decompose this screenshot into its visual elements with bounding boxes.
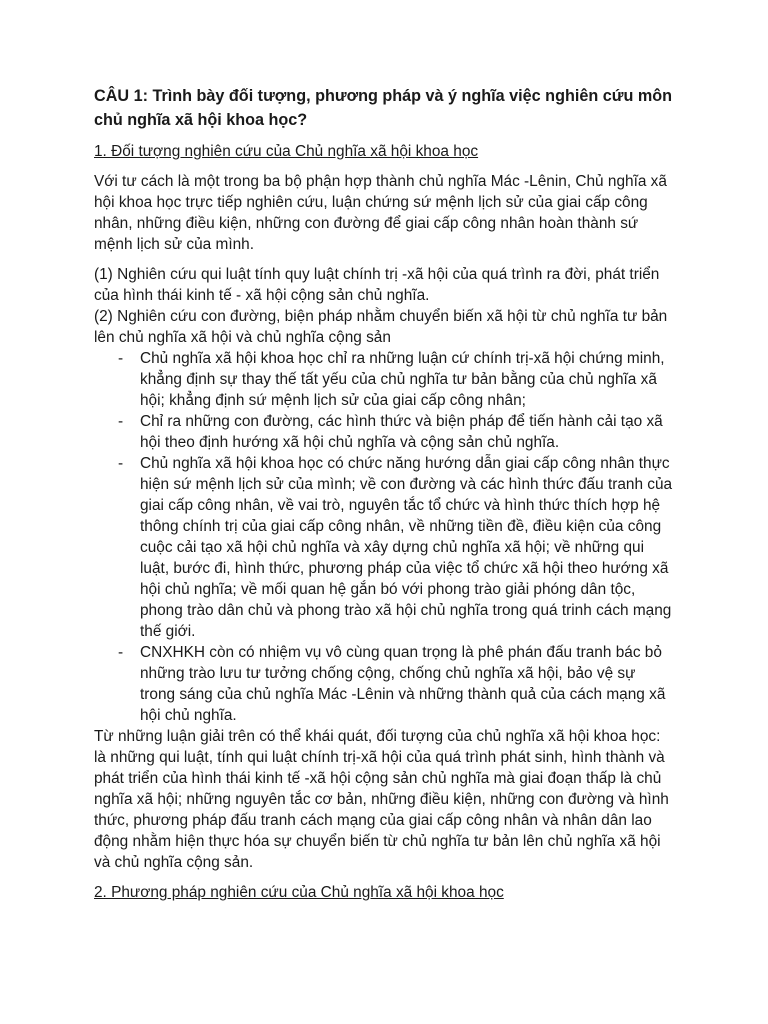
- bullet-dash: -: [118, 644, 124, 661]
- point-1-paragraph: (1) Nghiên cứu qui luật tính quy luật chính trị -xã hội của quá trình ra đời, phát triển của hình thái kinh tế - xã hội cộng sản chủ nghĩa.: [94, 266, 660, 304]
- bullet-text: CNXHKH còn có nhiệm vụ vô cùng quan trọng là phê phán đấu tranh bác bỏ những trào lưu tư tưởng chống cộng, chống chủ nghĩa xã hội, bảo vệ sự trong sáng của chủ nghĩa Mác -Lênin và những thành quả của cách mạng xã hội chủ nghĩa.: [140, 644, 666, 724]
- bullet-text: Chủ nghĩa xã hội khoa học có chức năng hướng dẫn giai cấp công nhân thực hiện sứ mệnh lịch sử của mình; về con đường và các hình thức đấu tranh của giai cấp công nhân, về vai trò, nguyên tắc tổ chức và hình thức thích hợp hệ thông chính trị của giai cấp công nhân, về những tiền đề, điều kiện của công cuộc cải tạo xã hội chủ nghĩa và xây dựng chủ nghĩa xã hội; về những qui luật, bước đi, hình thức, phương pháp của việc tổ chức xã hội theo hướng xã hội chủ nghĩa; về mối quan hệ gắn bó với phong trào giải phóng dân tộc, phong trào dân chủ và phong trào xã hội chủ nghĩa trong quá trinh cách mạng thế giới.: [140, 455, 673, 640]
- bullet-item: [94, 348, 674, 411]
- bullet-item: [94, 453, 674, 642]
- bullet-text: Chủ nghĩa xã hội khoa học chỉ ra những luận cứ chính trị-xã hội chứng minh, khẳng định sự thay thế tất yếu của chủ nghĩa tư bản bằng của chủ nghĩa xã hội; khẳng định sứ mệnh lịch sử của giai cấp công nhân;: [140, 350, 665, 409]
- bullet-dash: -: [118, 350, 124, 367]
- section-2-heading: 2. Phương pháp nghiên cứu của Chủ nghĩa xã hội khoa học: [94, 884, 504, 901]
- section-1-heading: 1. Đối tượng nghiên cứu của Chủ nghĩa xã hội khoa học: [94, 143, 479, 160]
- bullet-text: Chỉ ra những con đường, các hình thức và biện pháp để tiến hành cải tạo xã hội theo định hướng xã hội chủ nghĩa và cộng sản chủ nghĩa.: [140, 413, 663, 451]
- bullet-item: [94, 642, 674, 726]
- bullet-dash: -: [118, 413, 124, 430]
- bullet-dash: -: [118, 455, 124, 472]
- question-title: CÂU 1: Trình bày đối tượng, phương pháp và ý nghĩa việc nghiên cứu môn chủ nghĩa xã hội khoa học?: [94, 87, 673, 129]
- bullet-list: [94, 348, 674, 726]
- bullet-item: [94, 411, 674, 453]
- document-page: [94, 84, 674, 912]
- summary-paragraph: Từ những luận giải trên có thể khái quát, đối tượng của chủ nghĩa xã hội khoa học: là những qui luật, tính qui luật chính trị-xã hội của quá trình phát sinh, hình thành và phát triển của hình thái kinh tế -xã hội cộng sản chủ nghĩa mà giai đoạn thấp là chủ nghĩa xã hội; những nguyên tắc cơ bản, những điều kiện, những con đường và hình thức, phương pháp đấu tranh cách mạng của giai cấp công nhân và nhân dân lao động nhằm hiện thực hóa sự chuyển biến từ chủ nghĩa tư bản lên chủ nghĩa xã hội và chủ nghĩa cộng sản.: [94, 728, 669, 871]
- intro-paragraph: Với tư cách là một trong ba bộ phận hợp thành chủ nghĩa Mác -Lênin, Chủ nghĩa xã hội khoa học trực tiếp nghiên cứu, luận chứng sứ mệnh lịch sử của giai cấp công nhân, những điều kiện, những con đường để giai cấp công nhân hoàn thành sứ mệnh lịch sử của mình.: [94, 173, 667, 253]
- point-2-paragraph: (2) Nghiên cứu con đường, biện pháp nhằm chuyển biến xã hội từ chủ nghĩa tư bản lên chủ nghĩa xã hội và chủ nghĩa cộng sản: [94, 308, 668, 346]
